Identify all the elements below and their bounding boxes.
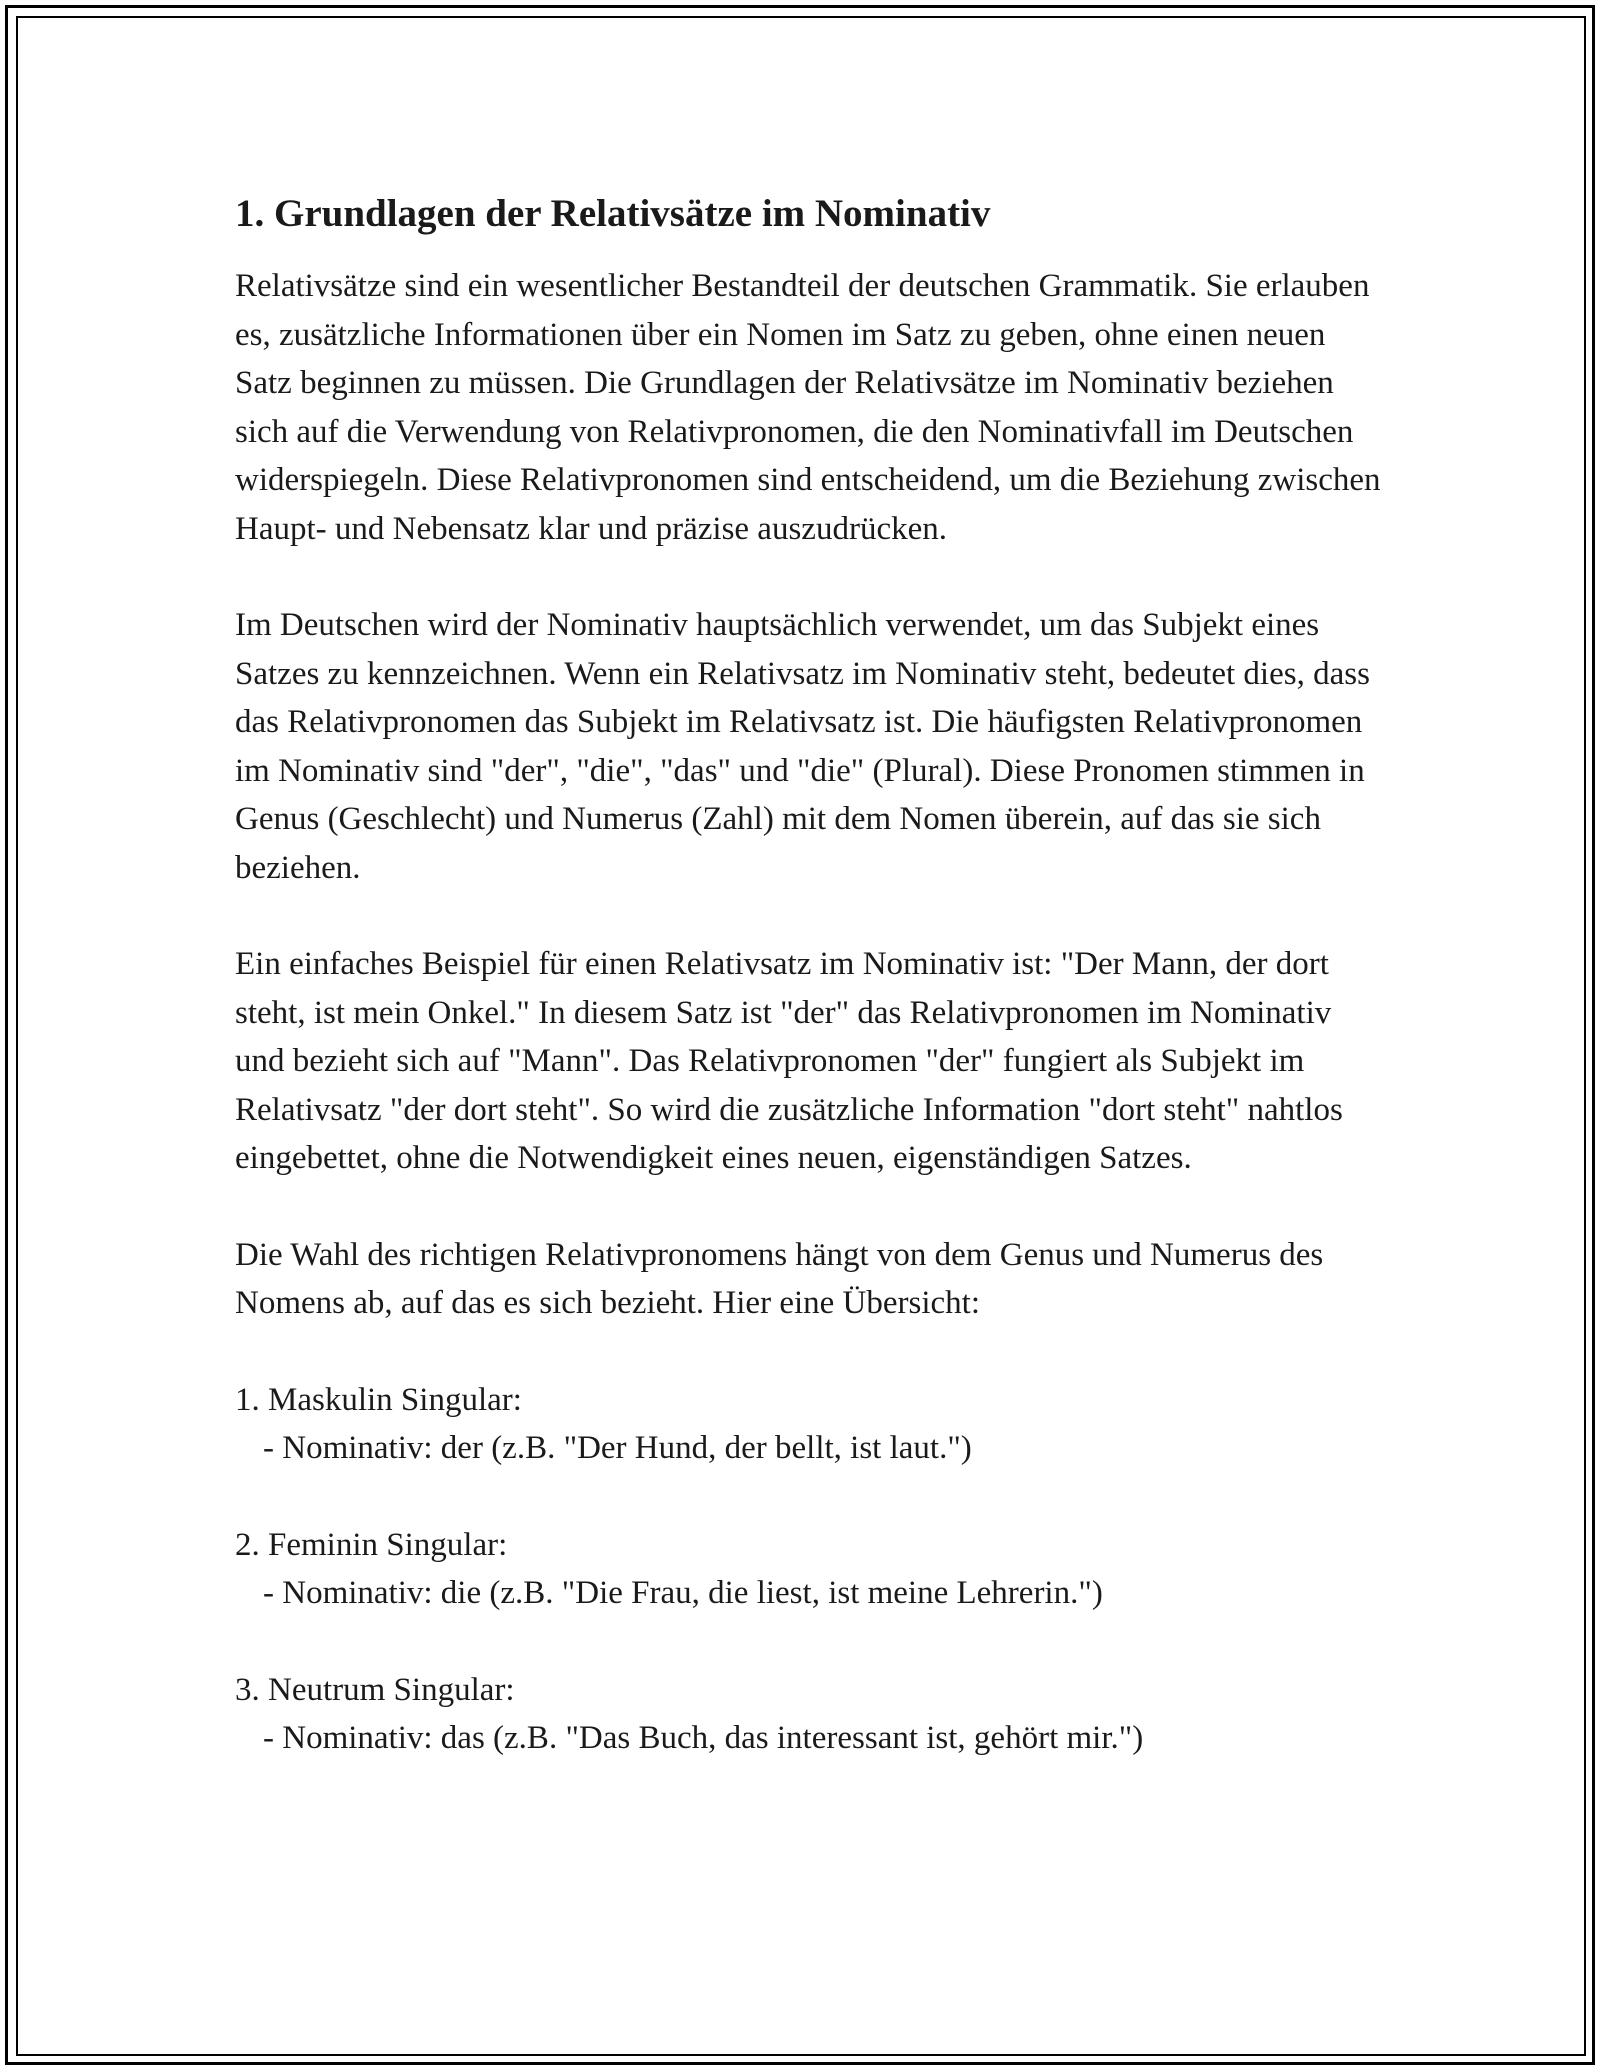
list-item-detail: - Nominativ: das (z.B. "Das Buch, das interessant ist, gehört mir.") [263, 1720, 1144, 1756]
paragraph-example: Ein einfaches Beispiel für einen Relativsatz im Nominativ ist: "Der Mann, der dort steht, ist mein Onkel." In diesem Satz ist "der" das Relativpronomen im Nominativ und bezieht sich auf "Mann". Das Relativpronomen "der" fungiert als Subjekt im Relativsatz "der dort steht". So wird die zusätzliche Information "dort steht" nahtlos eingebettet, ohne die Notwendigkeit eines neuen, eigenständigen Satzes. [235, 946, 1343, 1176]
list-item-detail: - Nominativ: die (z.B. "Die Frau, die liest, ist meine Lehrerin.") [263, 1575, 1103, 1611]
section-heading: 1. Grundlagen der Relativsätze im Nominativ [235, 192, 991, 235]
paragraph-intro: Relativsätze sind ein wesentlicher Bestandteil der deutschen Grammatik. Sie erlauben es, zusätzliche Informationen über ein Nomen im Satz zu geben, ohne einen neuen Satz beginnen zu müssen. Die Grundlagen der Relativsätze im Nominativ beziehen sich auf die Verwendung von Relativpronomen, die den Nominativfall im Deutschen widerspiegeln. Diese Relativpronomen sind entscheidend, um die Beziehung zwischen Haupt- und Nebensatz klar und präzise auszudrücken. [235, 268, 1381, 547]
list-item-title: 3. Neutrum Singular: [235, 1671, 515, 1708]
list-item-feminin [235, 1521, 1385, 1618]
list-item-detail: - Nominativ: der (z.B. "Der Hund, der bellt, ist laut.") [263, 1430, 972, 1466]
list-item-title: 1. Maskulin Singular: [235, 1381, 522, 1418]
list-item-title: 2. Feminin Singular: [235, 1526, 508, 1563]
paragraph-overview-intro: Die Wahl des richtigen Relativpronomens hängt von dem Genus und Numerus des Nomens ab, auf das es sich bezieht. Hier eine Übersicht: [235, 1236, 1324, 1321]
list-item-neutrum [235, 1666, 1385, 1763]
list-item-maskulin [235, 1376, 1385, 1473]
paragraph-nominativ-usage: Im Deutschen wird der Nominativ hauptsächlich verwendet, um das Subjekt eines Satzes zu kennzeichnen. Wenn ein Relativsatz im Nominativ steht, bedeutet dies, dass das Relativpronomen das Subjekt im Relativsatz ist. Die häufigsten Relativpronomen im Nominativ sind "der", "die", "das" und "die" (Plural). Diese Pronomen stimmen in Genus (Geschlecht) und Numerus (Zahl) mit dem Nomen überein, auf das sie sich beziehen. [235, 607, 1370, 886]
document-body [235, 188, 1385, 1811]
